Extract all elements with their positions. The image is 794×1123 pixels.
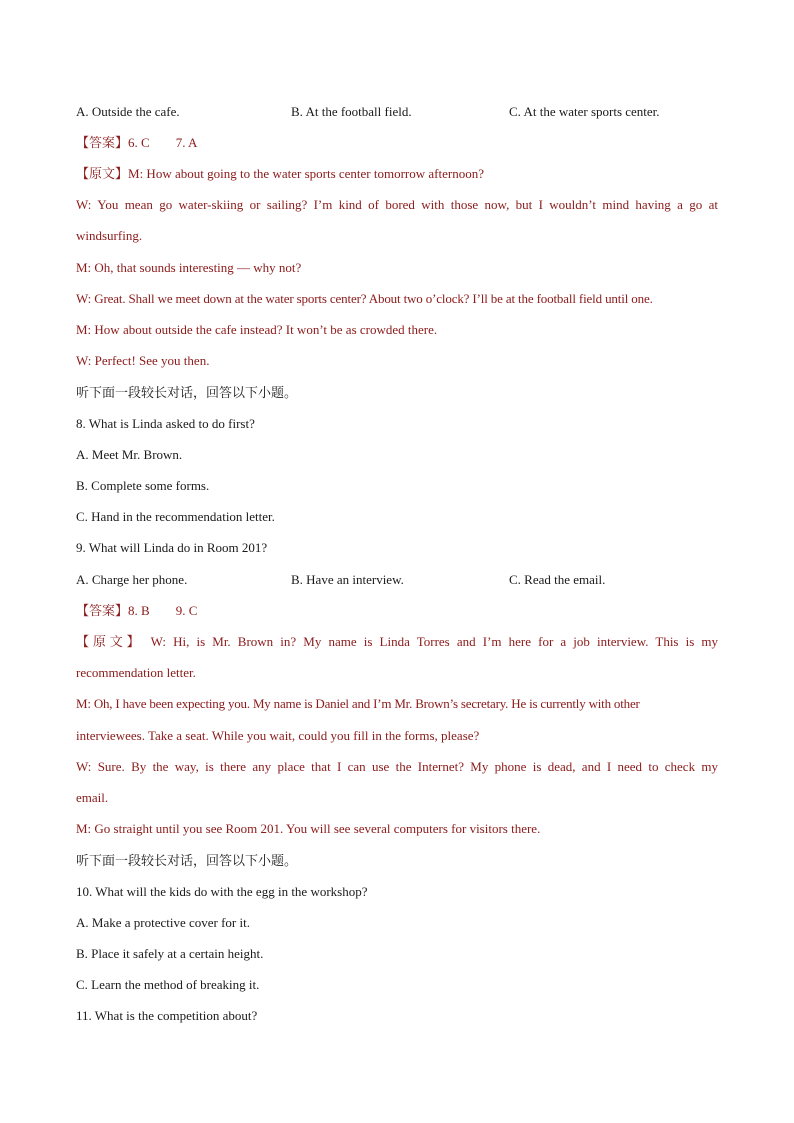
q9-options xyxy=(76,571,718,589)
transcript-1-line-5: W: Great. Shall we meet down at the water sports center? About two o’clock? I’ll be at the football field until one. xyxy=(76,291,653,306)
q9-question: 9. What will Linda do in Room 201? xyxy=(76,540,268,555)
transcript-1-line-2: W: You mean go water-skiing or sailing? I’m kind of bored with those now, but I wouldn’t mind having a go at xyxy=(76,197,718,212)
transcript-tag: 【原文】 xyxy=(76,634,144,649)
section-header-3: 听下面一段较长对话，回答以下小题。 xyxy=(76,853,298,868)
q11-question: 11. What is the competition about? xyxy=(76,1008,258,1023)
answer-6: 6. C xyxy=(128,135,150,150)
transcript-2-line-2: recommendation letter. xyxy=(76,665,196,680)
q10-option-c: C. Learn the method of breaking it. xyxy=(76,977,260,992)
q8-option-b: B. Complete some forms. xyxy=(76,478,210,493)
transcript-2-line-7: M: Go straight until you see Room 201. You will see several computers for visitors there. xyxy=(76,821,541,836)
transcript-1-line-7: W: Perfect! See you then. xyxy=(76,353,210,368)
answer-tag: 【答案】 xyxy=(76,135,129,150)
q8-question: 8. What is Linda asked to do first? xyxy=(76,416,255,431)
answer-9: 9. C xyxy=(175,603,198,618)
q7-option-a: A. Outside the cafe. xyxy=(76,104,180,119)
transcript-tag: 【原文】 xyxy=(76,166,129,181)
answer-6-7 xyxy=(76,134,718,152)
answer-tag: 【答案】 xyxy=(76,603,129,618)
transcript-2-line-5: W: Sure. By the way, is there any place that I can use the Internet? My phone is dead, and I need to check my xyxy=(76,759,718,774)
answer-8: 8. B xyxy=(128,603,150,618)
q8-option-a: A. Meet Mr. Brown. xyxy=(76,447,183,462)
q7-option-c: C. At the water sports center. xyxy=(509,104,660,119)
q8-option-c: C. Hand in the recommendation letter. xyxy=(76,509,275,524)
answer-8-9 xyxy=(76,602,718,620)
q9-option-b: B. Have an interview. xyxy=(291,572,404,587)
q10-option-a: A. Make a protective cover for it. xyxy=(76,915,250,930)
transcript-1-line-4: M: Oh, that sounds interesting — why not? xyxy=(76,260,302,275)
section-header-2: 听下面一段较长对话，回答以下小题。 xyxy=(76,385,298,400)
transcript-2-line-4: interviewees. Take a seat. While you wait, could you fill in the forms, please? xyxy=(76,728,480,743)
q7-options xyxy=(76,103,718,121)
answer-7: 7. A xyxy=(175,135,198,150)
q7-option-b: B. At the football field. xyxy=(291,104,412,119)
q9-option-a: A. Charge her phone. xyxy=(76,572,188,587)
transcript-1-line-6: M: How about outside the cafe instead? It won’t be as crowded there. xyxy=(76,322,438,337)
transcript-2-line-6: email. xyxy=(76,790,109,805)
transcript-1-line-3: windsurfing. xyxy=(76,228,143,243)
q10-option-b: B. Place it safely at a certain height. xyxy=(76,946,264,961)
transcript-1-line-1: 【原文】M: How about going to the water sports center tomorrow afternoon? xyxy=(76,166,484,181)
q10-question: 10. What will the kids do with the egg in the workshop? xyxy=(76,884,368,899)
transcript-2-line-1: 【原文】 W: Hi, is Mr. Brown in? My name is Linda Torres and I’m here for a job interview. This is my xyxy=(76,634,719,649)
q9-option-c: C. Read the email. xyxy=(509,572,606,587)
transcript-2-line-3: M: Oh, I have been expecting you. My name is Daniel and I’m Mr. Brown’s secretary. He is currently with other xyxy=(76,696,640,711)
